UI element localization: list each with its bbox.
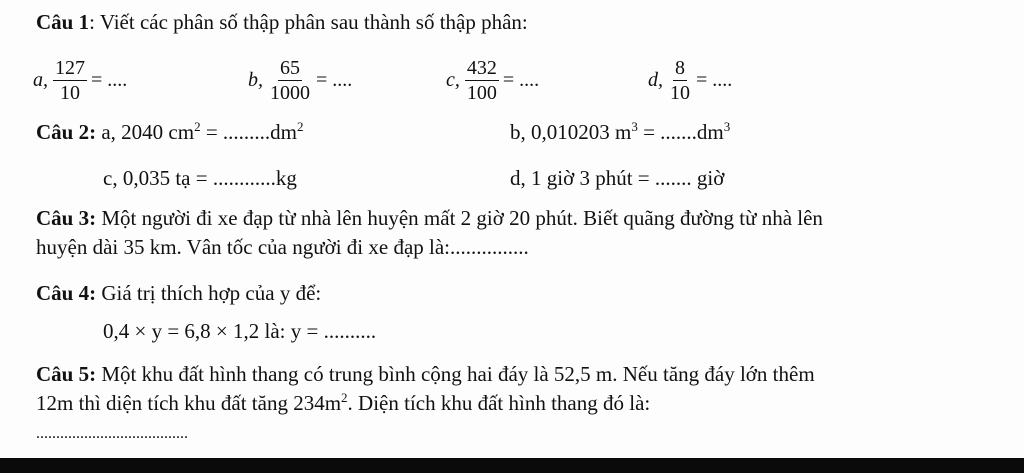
fraction-prefix-d: d, (648, 68, 663, 91)
fraction-item-b (248, 50, 352, 110)
question-3-text-1: Một người đi xe đạp từ nhà lên huyện mất 2 giờ 20 phút. Biết quãng đường từ nhà lên (96, 206, 823, 230)
fraction-tail-b: = .... (316, 68, 353, 91)
numerator-a: 127 (55, 56, 85, 79)
question-4-expression: 0,4 × y = 6,8 × 1,2 là: y = .......... (103, 319, 377, 343)
fraction-tail-c: = .... (502, 68, 540, 91)
q2-b-mid: = .......dm (637, 120, 724, 144)
question-4-label: Câu 4: (36, 281, 97, 305)
question-2-label: Câu 2: (36, 120, 97, 144)
numerator-b: 65 (280, 56, 300, 79)
q2-b-exponent: 3 (631, 119, 638, 134)
question-5-line-1 (36, 362, 815, 386)
question-5-exponent: 2 (341, 390, 348, 405)
fraction-a (53, 56, 87, 105)
denominator-d: 10 (670, 81, 690, 104)
denominator-c: 100 (466, 81, 497, 104)
question-1-text: : Viết các phân số thập phân sau thành số thập phân: (89, 10, 528, 34)
fraction-prefix-a: a, (33, 68, 48, 91)
q2-b-exponent-2: 3 (723, 119, 731, 134)
denominator-a: 10 (60, 81, 80, 104)
question-5-text-2a: 12m thì diện tích khu đất tăng 234m (36, 391, 342, 415)
question-4-text: Giá trị thích hợp của y để: (96, 281, 322, 305)
question-2-part-c: c, 0,035 tạ = ............kg (103, 166, 297, 190)
question-5-text-1: Một khu đất hình thang có trung bình cộng hai đáy là 52,5 m. Nếu tăng đáy lớn thêm (96, 362, 815, 386)
q2-a-exponent-2: 2 (297, 119, 304, 134)
numerator-d: 8 (675, 56, 685, 79)
fraction-tail-d: = .... (696, 68, 733, 91)
question-3-line-1 (36, 206, 823, 230)
fraction-item-c (446, 50, 539, 110)
question-2-part-d: d, 1 giờ 3 phút = ....... giờ (510, 166, 725, 190)
fraction-b (268, 56, 312, 105)
question-5-answer-line: ...................................... (36, 425, 188, 442)
fraction-c (465, 56, 499, 105)
fraction-prefix-b: b, (248, 68, 263, 91)
question-3-line-2: huyện dài 35 km. Vân tốc của người đi xe đạp là:............... (36, 235, 529, 259)
q2-a-exponent: 2 (194, 119, 201, 134)
question-3-label: Câu 3: (36, 206, 97, 230)
question-1-heading (36, 10, 528, 34)
question-2-part-a (36, 120, 304, 144)
fraction-prefix-c: c, (446, 68, 460, 91)
fraction-item-d (648, 50, 732, 110)
denominator-b: 1000 (270, 81, 310, 104)
question-2-part-b (510, 120, 730, 144)
question-1-label: Câu 1 (36, 10, 90, 34)
question-4-heading (36, 281, 321, 305)
q2-a-mid: = .........dm (200, 120, 298, 144)
question-5-text-2b: . Diện tích khu đất hình thang đó là: (347, 391, 651, 415)
question-5-label: Câu 5: (36, 362, 97, 386)
numerator-c: 432 (466, 56, 497, 79)
fraction-d (668, 56, 692, 105)
question-5-line-2 (36, 391, 650, 415)
fraction-tail-a: = .... (91, 68, 128, 91)
bottom-black-bar (0, 458, 1024, 473)
q2-a-text: a, 2040 cm (96, 120, 195, 144)
fraction-item-a (33, 50, 127, 110)
q2-b-text: b, 0,010203 m (510, 120, 632, 144)
